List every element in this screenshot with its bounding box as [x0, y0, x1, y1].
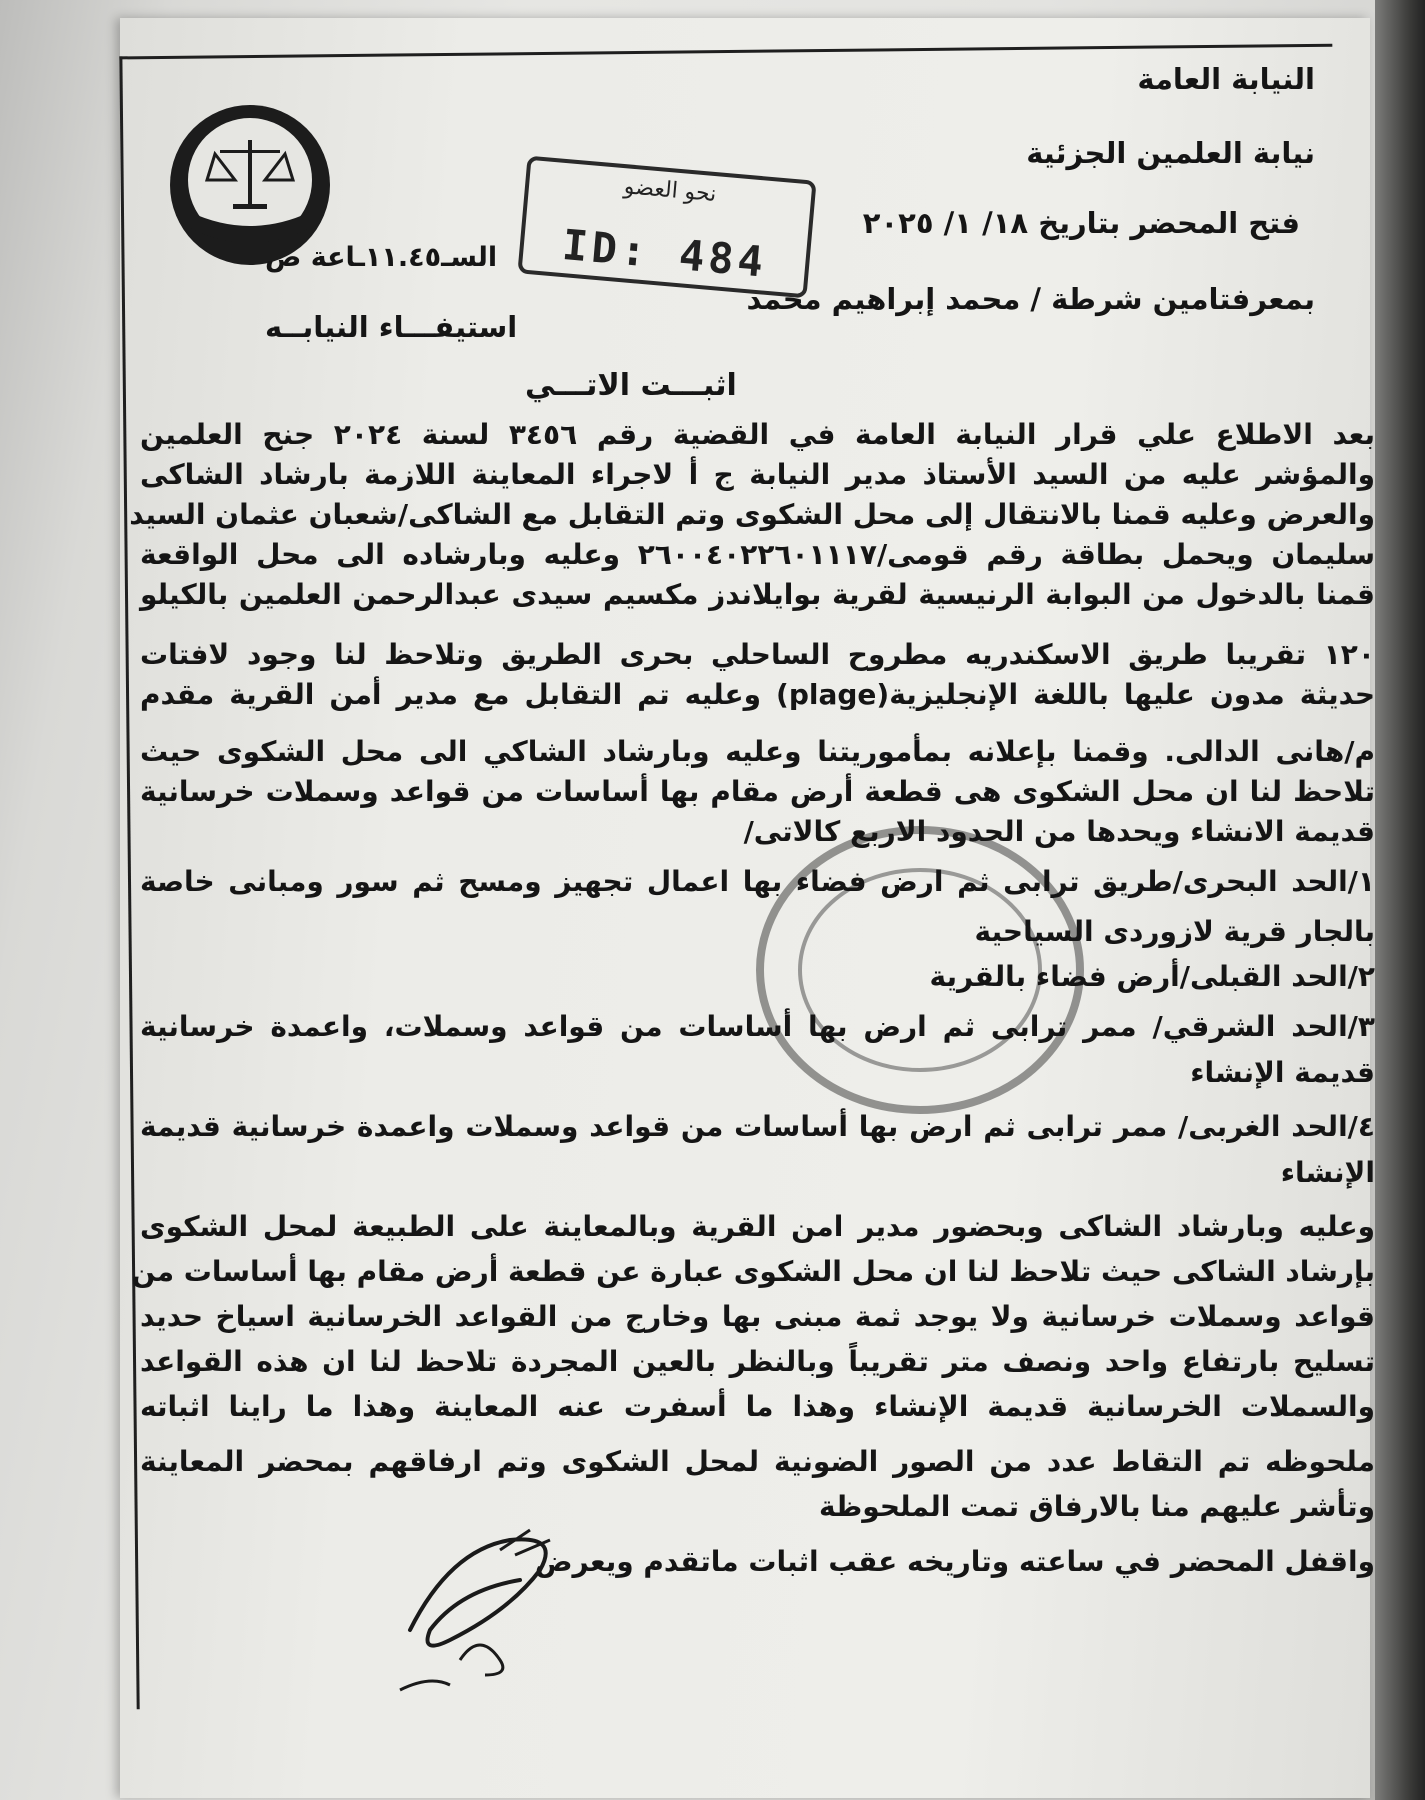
- body-line: قديمة الإنشاء: [1190, 1056, 1375, 1089]
- body-line: والسملات الخرسانية قديمة الإنشاء وهذا ما أسفرت عنه المعاينة وهذا ما راينا اثباته: [140, 1390, 1375, 1423]
- office-title: نيابة العلمين الجزئية: [1026, 136, 1315, 170]
- stamp-label: نحو العضو: [622, 174, 718, 208]
- prosecution-fulfilment: استيفـــاء النيابــه: [265, 310, 518, 344]
- body-line: تلاحظ لنا ان محل الشكوى هى قطعة أرض مقام بها أساسات من قواعد وسملات خرسانية: [140, 775, 1375, 808]
- body-line: الإنشاء: [1280, 1156, 1375, 1189]
- opening-time: السـ١١.٤٥ـاعة ص: [265, 242, 498, 273]
- body-line: م/هانى الدالى. وقمنا بإعلانه بمأموريتنا وعليه وبارشاد الشاكي الى محل الشكوى حيث: [140, 735, 1375, 768]
- body-line: ١/الحد البحرى/طريق ترابى ثم ارض فضاء بها اعمال تجهيز ومسح ثم سور ومبانى خاصة: [140, 865, 1375, 898]
- stamp-id: ID: 484: [560, 220, 769, 287]
- body-line: بعد الاطلاع علي قرار النيابة العامة في القضية رقم ٣٤٥٦ لسنة ٢٠٢٤ جنح العلمين: [140, 418, 1375, 451]
- binding-edge: [1375, 0, 1425, 1800]
- body-line: سليمان ويحمل بطاقة رقم قومى/٢٦٠٠٤٠٢٢٦٠١١١٧ وعليه وبارشاده الى محل الواقعة: [140, 538, 1375, 571]
- body-line: قديمة الانشاء ويحدها من الحدود الاربع كالاتى/: [743, 815, 1375, 848]
- body-line: حديثة مدون عليها باللغة الإنجليزية(plage) وعليه تم التقابل مع مدير أمن القرية مقدم: [140, 678, 1376, 711]
- body-line: بإرشاد الشاكى حيث تلاحظ لنا ان محل الشكوى عبارة عن قطعة أرض مقام بها أساسات من: [131, 1255, 1375, 1288]
- officer-line: بمعرفتامين شرطة / محمد إبراهيم محمد: [746, 282, 1315, 316]
- body-line: ٢/الحد القبلى/أرض فضاء بالقرية: [929, 960, 1375, 993]
- body-line: ملحوظه تم التقاط عدد من الصور الضونية لمحل الشكوى وتم ارفاقهم بمحضر المعاينة: [140, 1445, 1375, 1478]
- opening-date: فتح المحضر بتاريخ ١٨/ ١/ ٢٠٢٥: [862, 206, 1300, 240]
- body-line: واقفل المحضر في ساعته وتاريخه عقب اثبات ماتقدم ويعرض: [534, 1545, 1375, 1578]
- handwritten-signature-icon: [390, 1510, 590, 1700]
- body-line: ١٢٠ تقريبا طريق الاسكندريه مطروح الساحلي بحرى الطريق وتلاحظ لنا وجود لافتات: [140, 638, 1375, 671]
- body-line: تسليح بارتفاع واحد ونصف متر تقريباً وبالنظر بالعين المجردة تلاحظ لنا ان هذه القواعد: [140, 1345, 1375, 1378]
- body-line: ٤/الحد الغربى/ ممر ترابى ثم ارض بها أساسات من قواعد وسملات واعمدة خرسانية قديمة: [140, 1110, 1375, 1143]
- body-line: قمنا بالدخول من البوابة الرنيسية لقرية بوايلاندز مكسيم سيدى عبدالرحمن العلمين بالكيلو: [140, 578, 1375, 611]
- body-line: بالجار قرية لازوردى السياحية: [974, 915, 1375, 948]
- body-line: والمؤشر عليه من السيد الأستاذ مدير النيابة ج أ لاجراء المعاينة اللازمة بارشاد الشاكى: [140, 458, 1375, 491]
- body-line: والعرض وعليه قمنا بالانتقال إلى محل الشكوى وتم التقابل مع الشاكى/شعبان عثمان السيد: [129, 498, 1375, 531]
- body-line: وعليه وبارشاد الشاكى وبحضور مدير امن القرية وبالمعاينة على الطبيعة لمحل الشكوى: [140, 1210, 1375, 1243]
- body-line: قواعد وسملات خرسانية ولا يوجد ثمة مبنى بها وخارج من القواعد الخرسانية اسياخ حديد: [140, 1300, 1375, 1333]
- section-title: اثبـــت الاتـــي: [525, 368, 737, 403]
- body-line: ٣/الحد الشرقي/ ممر ترابى ثم ارض بها أساسات من قواعد وسملات، واعمدة خرسانية: [140, 1010, 1375, 1043]
- authority-title: النيابة العامة: [1137, 62, 1315, 96]
- id-stamp: [517, 156, 816, 299]
- body-line: وتأشر عليهم منا بالارفاق تمت الملحوظة: [818, 1490, 1375, 1523]
